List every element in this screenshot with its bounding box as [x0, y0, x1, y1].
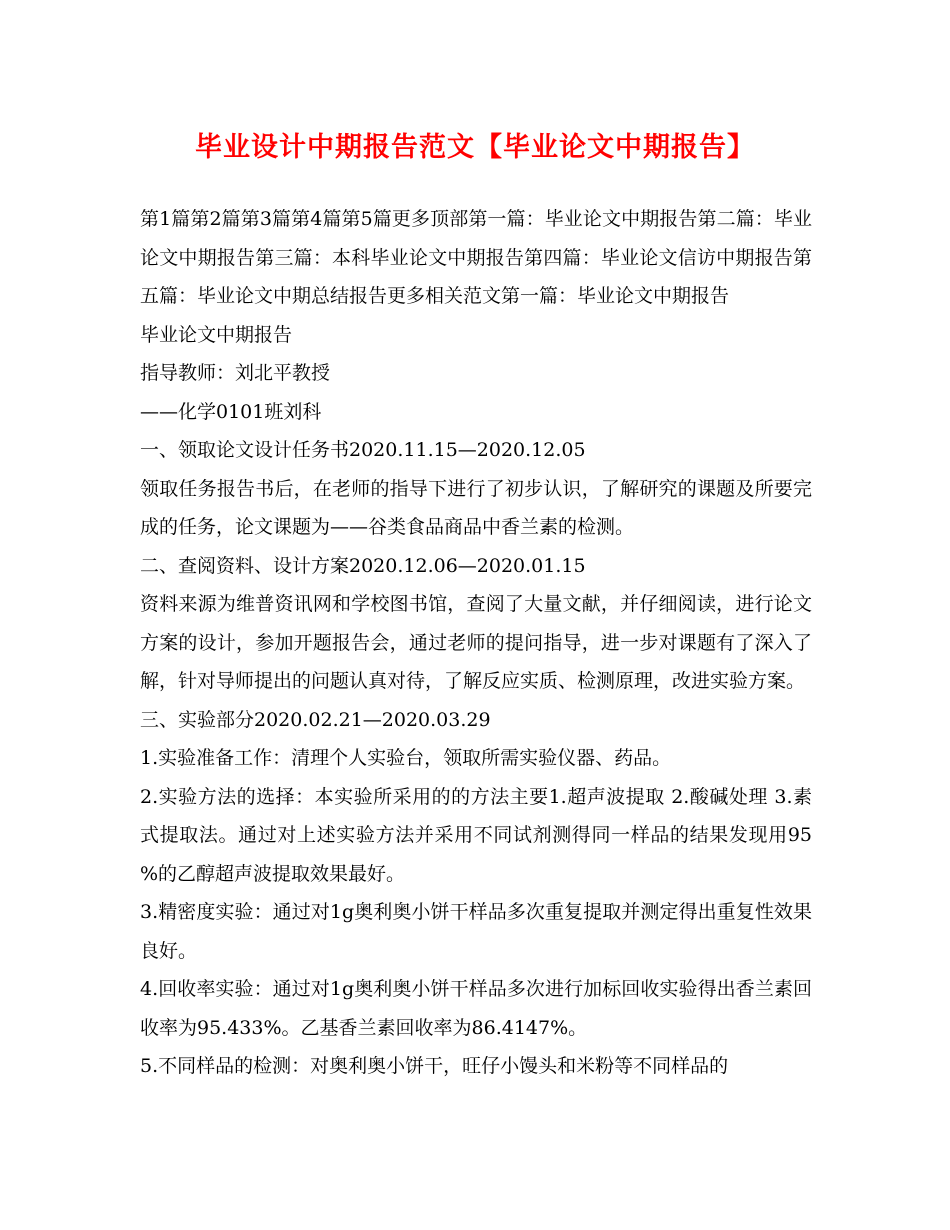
paragraph-section-3-heading: 三、实验部分2020.02.21—2020.03.29: [140, 708, 491, 731]
paragraph-item-3: 3.精密度实验：通过对1g奥利奥小饼干样品多次重复提取并测定得出重复性效果良好。: [140, 901, 812, 962]
paragraph-toc: 第1篇第2篇第3篇第4篇第5篇更多顶部第一篇：毕业论文中期报告第二篇：毕业论文中期报告第三篇：本科毕业论文中期报告第四篇：毕业论文信访中期报告第五篇：毕业论文中期总结报告更多相关范文第一篇：毕业论文中期报告: [140, 208, 812, 307]
paragraph-item-4: 4.回收率实验：通过对1g奥利奥小饼干样品多次进行加标回收实验得出香兰素回收率为95.433%。乙基香兰素回收率为86.4147%。: [140, 978, 812, 1039]
paragraph-section-2-body: 资料来源为维普资讯网和学校图书馆，查阅了大量文献，并仔细阅读，进行论文方案的设计，参加开题报告会，通过老师的提问指导，进一步对课题有了深入了解，针对导师提出的问题认真对待，了解反应实质、检测原理，改进实验方案。: [140, 593, 812, 692]
paragraph-item-2: 2.实验方法的选择：本实验所采用的的方法主要1.超声波提取 2.酸碱处理 3.素式提取法。通过对上述实验方法并采用不同试剂测得同一样品的结果发现用95 %的乙醇超声波提取效果最好。: [140, 785, 812, 885]
paragraph-item-5: 5.不同样品的检测：对奥利奥小饼干，旺仔小馒头和米粉等不同样品的: [140, 1055, 729, 1077]
document-title: 毕业设计中期报告范文【毕业论文中期报告】: [195, 132, 755, 163]
paragraph-item-1: 1.实验准备工作：清理个人实验台，领取所需实验仪器、药品。: [140, 747, 672, 769]
paragraph-advisor: 指导教师：刘北平教授: [140, 362, 331, 384]
paragraph-section-1-body: 领取任务报告书后，在老师的指导下进行了初步认识，了解研究的课题及所要完成的任务，论文课题为——谷类食品商品中香兰素的检测。: [140, 477, 812, 538]
paragraph-section-2-heading: 二、查阅资料、设计方案2020.12.06—2020.01.15: [140, 554, 586, 577]
paragraph-report-heading: 毕业论文中期报告: [140, 323, 293, 346]
paragraph-section-1-heading: 一、领取论文设计任务书2020.11.15—2020.12.05: [140, 439, 586, 461]
paragraph-author: ——化学0101班刘科: [140, 400, 322, 423]
document-body: [140, 200, 812, 1086]
